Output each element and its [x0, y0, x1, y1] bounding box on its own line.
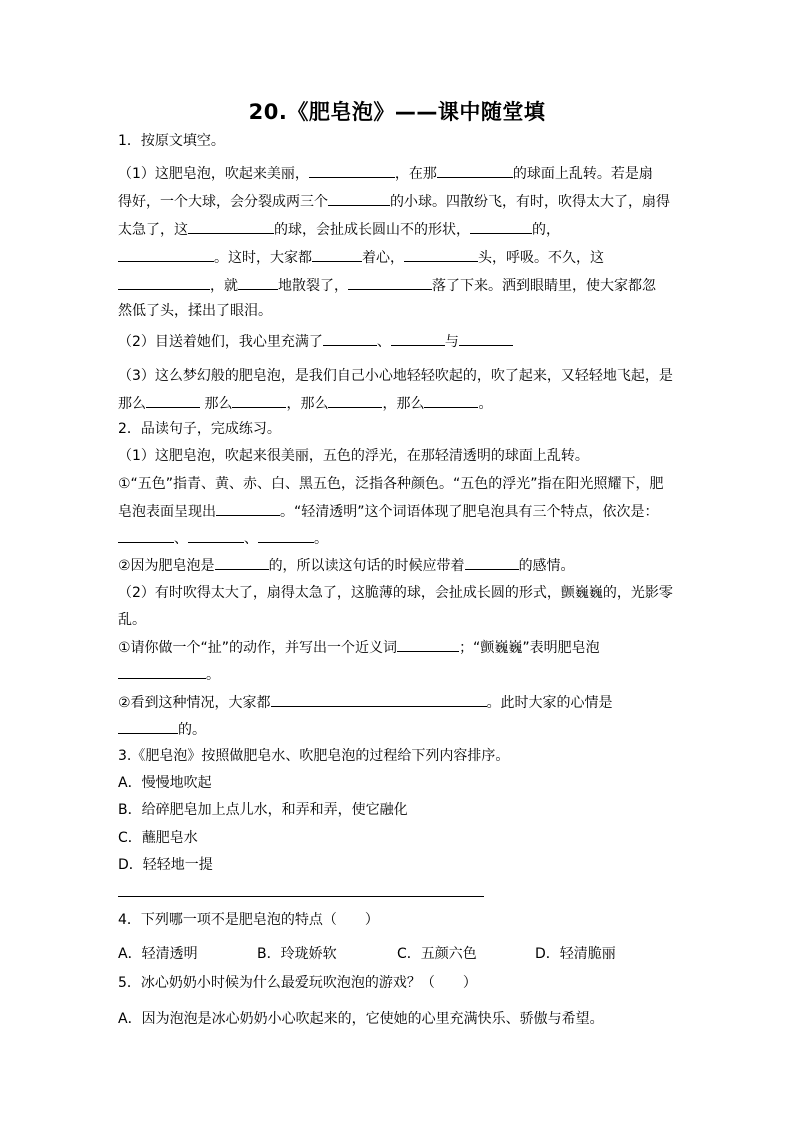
- blank[interactable]: [312, 247, 362, 262]
- q2-line: 皂泡表面呈现出 。“轻清透明”这个词语体现了肥皂泡具有三个特点，依次是：: [118, 501, 659, 522]
- q2-sentence2: （2）有时吹得太大了，扇得太急了，这脆薄的球，会扯成长圆的形式，颤巍巍的，光影零: [118, 585, 673, 601]
- q2-line: 的。: [118, 719, 206, 740]
- blank[interactable]: [271, 692, 487, 707]
- q1-p1-line2: 得好，一个大球，会分裂成两三个 的小球。四散纷飞，有时，吹得太大了，扇得: [118, 191, 670, 212]
- blank[interactable]: [437, 163, 513, 178]
- blank[interactable]: [188, 219, 274, 234]
- q2-line: 乱。: [118, 612, 146, 628]
- blank[interactable]: [328, 393, 382, 408]
- q1-heading: 1．按原文填空。: [118, 133, 225, 149]
- q4-options: [118, 944, 616, 964]
- blank[interactable]: [188, 528, 244, 543]
- q4-option-c[interactable]: C．五颜六色: [397, 946, 477, 962]
- blank[interactable]: [232, 393, 286, 408]
- blank[interactable]: [391, 331, 445, 346]
- q2-line: 、 、 。: [118, 528, 328, 549]
- blank[interactable]: [118, 528, 174, 543]
- q1-p1-line5: ，就 地散裂了， 落了下来。洒到眼睛里，使大家都忽: [118, 275, 656, 296]
- blank[interactable]: [397, 637, 459, 652]
- q3-heading: 3.《肥皂泡》按照做肥皂水、吹肥皂泡的过程给下列内容排序。: [118, 748, 510, 764]
- blank[interactable]: [118, 247, 214, 262]
- q3-option-b: B．给碎肥皂加上点儿水，和弄和弄，使它融化: [118, 802, 408, 818]
- blank[interactable]: [258, 528, 314, 543]
- blank[interactable]: [404, 247, 478, 262]
- blank[interactable]: [215, 555, 269, 570]
- q1-p1-line4: 。这时，大家都 着心， 头，呼吸。不久，这: [118, 247, 604, 268]
- q5-option-a[interactable]: A．因为泡泡是冰心奶奶小心吹起来的，它使她的心里充满快乐、骄傲与希望。: [118, 1011, 604, 1027]
- blank[interactable]: [118, 275, 210, 290]
- blank[interactable]: [238, 275, 278, 290]
- blank[interactable]: [216, 501, 280, 516]
- blank[interactable]: [118, 719, 178, 734]
- q1-p2: （2）目送着她们，我心里充满了 、 与: [118, 331, 513, 352]
- blank[interactable]: [328, 191, 390, 206]
- blank[interactable]: [470, 219, 532, 234]
- q1-p1-line3: 太急了，这 的球，会扯成长圆山不的形状， 的，: [118, 219, 560, 240]
- q1-p1-line1: （1）这肥皂泡，吹起来美丽， ，在那 的球面上乱转。若是扇: [118, 163, 653, 184]
- blank[interactable]: [309, 163, 395, 178]
- q2-sentence1: （1）这肥皂泡，吹起来很美丽，五色的浮光，在那轻清透明的球面上乱转。: [118, 448, 589, 464]
- q1-p1-line6: 然低了头，揉出了眼泪。: [118, 303, 272, 319]
- q3-option-d: D．轻轻地一提: [118, 857, 213, 873]
- blank[interactable]: [348, 275, 432, 290]
- blank[interactable]: [118, 664, 206, 679]
- page-title: 20.《肥皂泡》——课中随堂填: [248, 100, 546, 124]
- q2-line: 。: [118, 664, 220, 685]
- q3-option-a: A．慢慢地吹起: [118, 775, 212, 791]
- q4-option-b[interactable]: B．玲珑娇软: [257, 946, 337, 962]
- q3-option-c: C．蘸肥皂水: [118, 830, 198, 846]
- q2-line: ①请你做一个“扯”的动作，并写出一个近义词 ；“颤巍巍”表明肥皂泡: [118, 637, 600, 658]
- q4-option-a[interactable]: A．轻清透明: [118, 946, 198, 962]
- q5-heading: 5．冰心奶奶小时候为什么最爱玩吹泡泡的游戏？（ ）: [118, 975, 477, 991]
- blank[interactable]: [459, 331, 513, 346]
- q4-heading: 4．下列哪一项不是肥皂泡的特点（ ）: [118, 912, 379, 928]
- q2-line: ②因为肥皂泡是 的，所以读这句话的时候应带着 的感情。: [118, 555, 575, 576]
- blank[interactable]: [323, 331, 377, 346]
- q4-option-d[interactable]: D．轻清脆丽: [535, 946, 616, 962]
- q1-p3-line1: （3）这么梦幻般的肥皂泡，是我们自己小心地轻轻吹起的，吹了起来，又轻轻地飞起，是: [118, 368, 673, 384]
- blank[interactable]: [465, 555, 519, 570]
- q2-heading: 2．品读句子，完成练习。: [118, 421, 281, 437]
- q3-answer-line[interactable]: [118, 896, 484, 897]
- q2-line: ②看到这种情况，大家都 。此时大家的心情是: [118, 692, 613, 713]
- blank[interactable]: [424, 393, 478, 408]
- q1-p3-line2: 那么 那么 ，那么 ，那么 。: [118, 393, 492, 414]
- q2-line: ①“五色”指青、黄、赤、白、黑五色，泛指各种颜色。“五色的浮光”指在阳光照耀下，肥: [118, 476, 664, 492]
- blank[interactable]: [146, 393, 200, 408]
